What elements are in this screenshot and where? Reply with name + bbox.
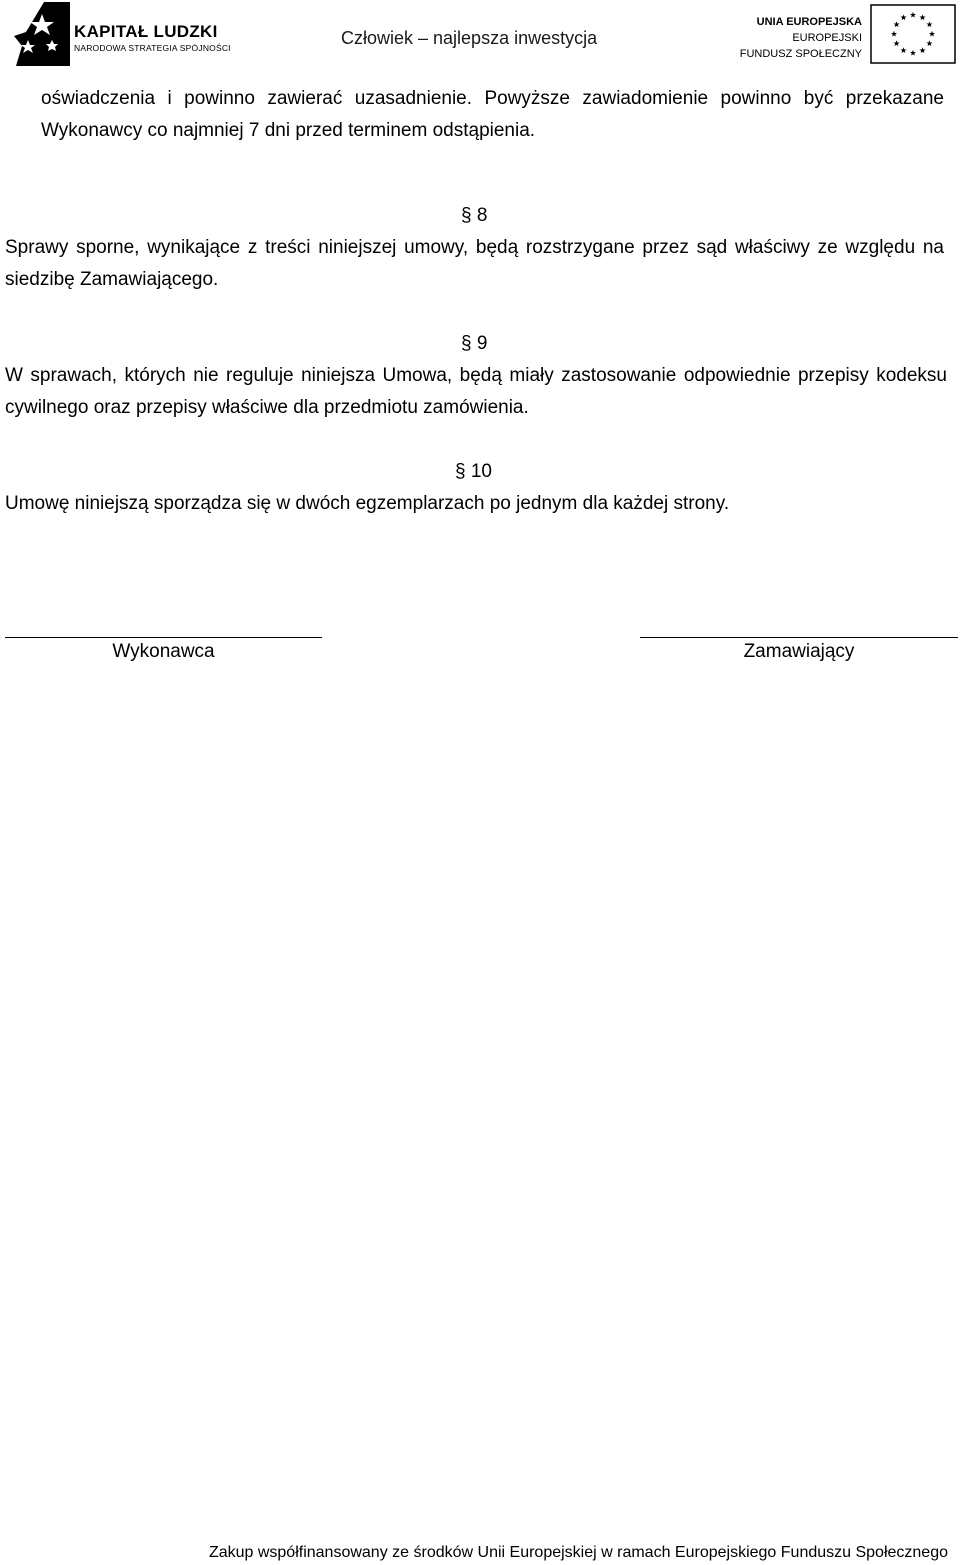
section-9-text: W sprawach, których nie reguluje niniejsza Umowa, będą miały zastosowanie odpowiednie przepisy kodeksu cywilnego oraz przepisy właściwe dla przedmiotu zamówienia. — [5, 365, 947, 418]
section-10-text: Umowę niniejszą sporządza się w dwóch egzemplarzach po jednym dla każdej strony. — [5, 493, 730, 514]
eu-logo-line-2: EUROPEJSKI — [792, 32, 862, 44]
kapital-ludzki-emblem-icon — [12, 2, 70, 66]
signature-label-left: Wykonawca — [112, 641, 215, 662]
page-footer: Zakup współfinansowany ze środków Unii Europejskiej w ramach Europejskiego Funduszu Społecznego — [208, 1544, 948, 1561]
section-8-text: Sprawy sporne, wynikające z treści niniejszej umowy, będą rozstrzygane przez sąd właściwy ze względu na siedzibę Zamawiającego. — [5, 237, 944, 290]
signature-line-right — [640, 637, 958, 638]
page-header — [0, 0, 960, 70]
kapital-ludzki-subtitle: NARODOWA STRATEGIA SPÓJNOŚCI — [74, 43, 231, 53]
eu-logo-text — [740, 14, 862, 62]
kapital-ludzki-logo — [12, 2, 232, 66]
signature-label-right: Zamawiający — [743, 641, 855, 662]
kapital-ludzki-title: KAPITAŁ LUDZKI — [74, 22, 218, 41]
eu-logo-line-3: FUNDUSZ SPOŁECZNY — [739, 48, 862, 60]
section-9-mark: § 9 — [461, 333, 488, 354]
section-8-mark: § 8 — [461, 205, 488, 226]
continuation-paragraph: oświadczenia i powinno zawierać uzasadnienie. Powyższe zawiadomienie powinno być przekazane Wykonawcy co najmniej 7 dni przed terminem odstąpienia. — [41, 88, 944, 141]
section-10-mark: § 10 — [455, 461, 492, 482]
header-tagline: Człowiek – najlepsza inwestycja — [341, 28, 598, 48]
eu-flag-icon — [870, 4, 956, 64]
eu-logo — [740, 4, 956, 66]
signature-line-left — [5, 637, 322, 638]
eu-logo-line-1: UNIA EUROPEJSKA — [756, 16, 862, 28]
